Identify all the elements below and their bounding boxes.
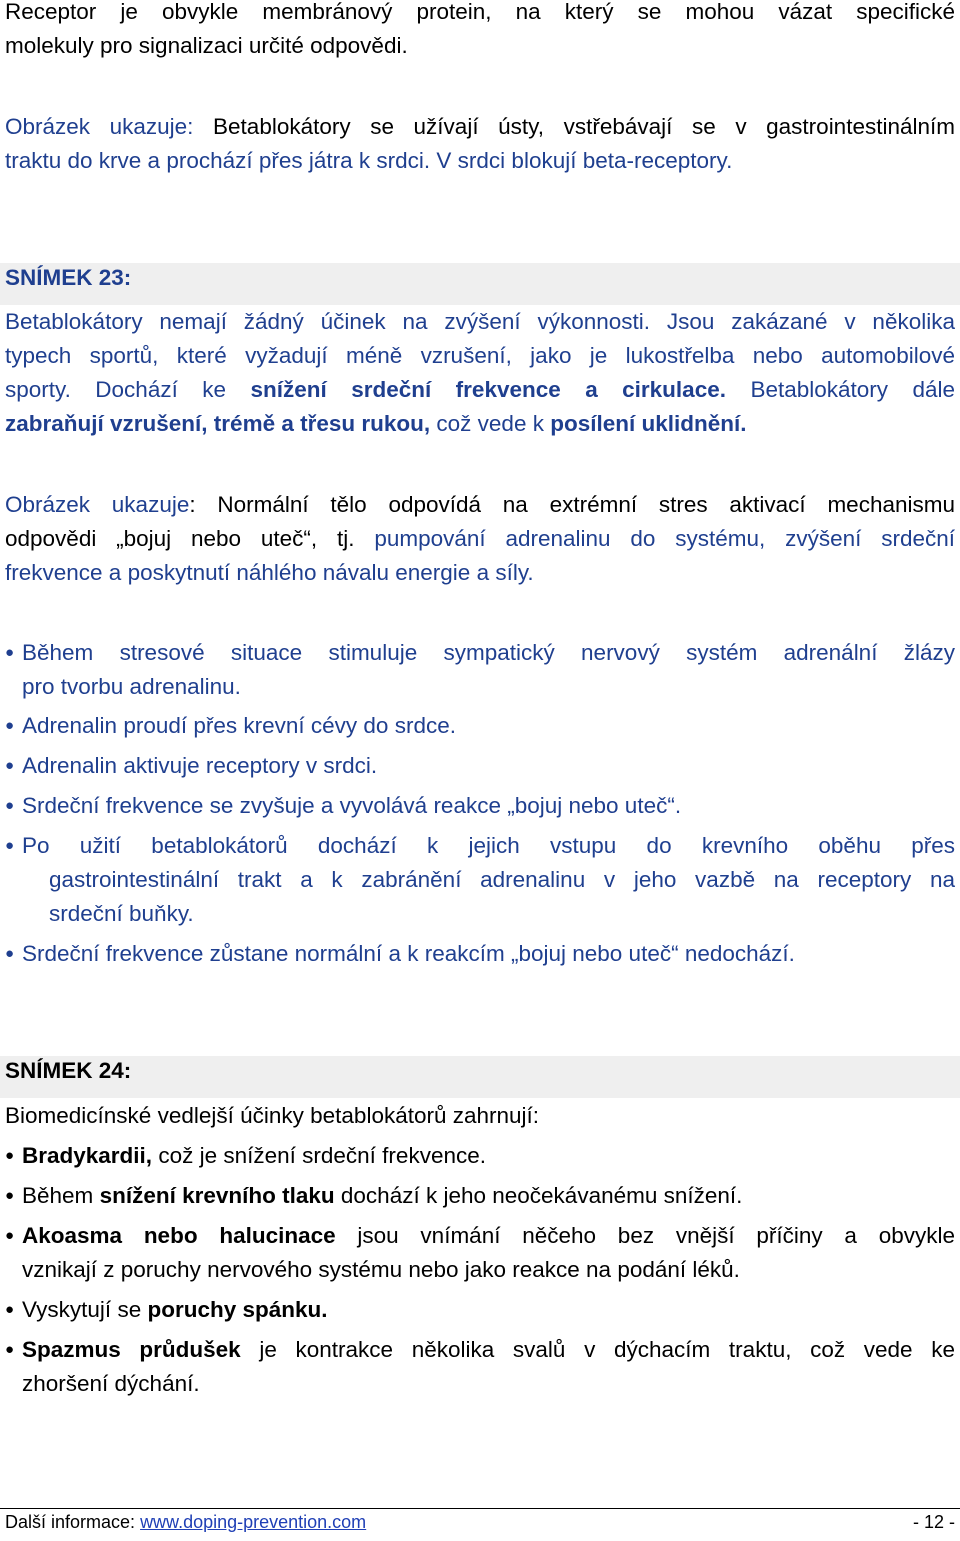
text-segment: pumpování adrenalinu do systému, zvýšení srdeční <box>374 526 955 551</box>
emphasis-text: snížení srdeční frekvence a cirkulace. <box>250 377 726 402</box>
text-segment: je kontrakce několika svalů v dýchacím traktu, což vede ke <box>259 1337 955 1362</box>
bullet-dot-icon: ● <box>5 797 15 814</box>
paragraph-slide-23 <box>5 305 955 441</box>
text-segment: Vyskytují se <box>22 1297 142 1322</box>
bullet-dot-icon: ● <box>5 1147 15 1164</box>
paragraph-image-description-1 <box>5 110 955 178</box>
text-segment: což vede k <box>436 411 544 436</box>
text-line: srdeční buňky. <box>49 901 194 926</box>
emphasis-text: posílení uklidnění. <box>550 411 747 436</box>
text-segment: sporty. Dochází ke <box>5 377 227 402</box>
bullet-dot-icon: ● <box>5 1227 15 1244</box>
text-line: Srdeční frekvence se zvyšuje a vyvolává reakce „bojuj nebo uteč“. <box>22 793 682 818</box>
image-caption-prefix: Obrázek ukazuje <box>5 492 190 517</box>
bullet-dot-icon: ● <box>5 644 15 661</box>
slide-24-heading <box>0 1056 960 1098</box>
bullet-dot-icon: ● <box>5 717 15 734</box>
text-line: Adrenalin proudí přes krevní cévy do srdce. <box>22 713 456 738</box>
text-line: zhoršení dýchání. <box>22 1371 200 1396</box>
heading-text: SNÍMEK 24: <box>5 1058 132 1083</box>
text-line: molekuly pro signalizaci určité odpovědi. <box>5 33 408 58</box>
footer-link[interactable]: www.doping-prevention.com <box>140 1512 367 1532</box>
slide-23-heading <box>0 263 960 305</box>
list-item <box>5 1333 955 1401</box>
text-line: Po užití betablokátorů dochází k jejich vstupu do krevního oběhu přes <box>22 833 955 858</box>
text-segment: odpovědi „bojuj nebo uteč“, tj. <box>5 526 355 551</box>
emphasis-text: snížení krevního tlaku <box>99 1183 335 1208</box>
emphasis-text: Spazmus průdušek <box>22 1337 241 1362</box>
emphasis-text: Bradykardii, <box>22 1143 153 1168</box>
list-item <box>5 829 955 931</box>
image-caption-prefix: Obrázek ukazuje: <box>5 114 194 139</box>
text-line: typech sportů, které vyžadují méně vzrušení, jako je lukostřelba nebo automobilové <box>5 343 955 368</box>
text-line: frekvence a poskytnutí náhlého návalu energie a síly. <box>5 560 534 585</box>
text-segment: jsou vnímání něčeho bez vnější příčiny a obvykle <box>357 1223 955 1248</box>
text-segment: : Normální tělo odpovídá na extrémní stres aktivací mechanismu <box>189 492 955 517</box>
text-line: Adrenalin aktivuje receptory v srdci. <box>22 753 378 778</box>
bullet-dot-icon: ● <box>5 757 15 774</box>
text-segment: Betablokátory se užívají ústy, vstřebávají se v gastrointestinálním <box>213 114 955 139</box>
bullet-dot-icon: ● <box>5 1187 15 1204</box>
text-line: vznikají z poruchy nervového systému nebo jako reakce na podání léků. <box>22 1257 740 1282</box>
text-line: pro tvorbu adrenalinu. <box>22 674 241 699</box>
emphasis-text: zabraňují vzrušení, trémě a třesu rukou, <box>5 411 431 436</box>
paragraph-receptor <box>5 0 955 63</box>
text-segment: Betablokátory dále <box>750 377 955 402</box>
text-line: Receptor je obvykle membránový protein, na který se mohou vázat specifické <box>5 0 955 24</box>
heading-text: SNÍMEK 23: <box>5 265 132 290</box>
slide-24-intro <box>5 1099 955 1133</box>
footer-divider <box>0 1508 960 1509</box>
text-line: Srdeční frekvence zůstane normální a k reakcím „bojuj nebo uteč“ nedochází. <box>22 941 795 966</box>
list-item <box>5 1219 955 1287</box>
text-segment: Během <box>22 1183 94 1208</box>
text-line: gastrointestinální trakt a k zabránění adrenalinu v jeho vazbě na receptory na <box>49 867 955 892</box>
bullet-dot-icon: ● <box>5 1301 15 1318</box>
page-number: - 12 - <box>912 1512 955 1532</box>
footer <box>5 1512 955 1533</box>
text-segment: což je snížení srdeční frekvence. <box>158 1143 486 1168</box>
text-segment: Betablokátory nemají žádný účinek na zvýšení výkonnosti. <box>5 309 651 334</box>
text-line: Během stresové situace stimuluje sympatický nervový systém adrenální žlázy <box>22 640 955 665</box>
bullet-dot-icon: ● <box>5 945 15 962</box>
emphasis-text: Akoasma nebo halucinace <box>22 1223 336 1248</box>
footer-label: Další informace: <box>5 1512 136 1532</box>
bullet-dot-icon: ● <box>5 1341 15 1358</box>
text-segment: Jsou zakázané v několika <box>666 309 955 334</box>
list-item <box>5 636 955 704</box>
bullet-dot-icon: ● <box>5 837 15 854</box>
text-line: traktu do krve a prochází přes játra k srdci. V srdci blokují beta-receptory. <box>5 148 733 173</box>
text-segment: dochází k jeho neočekávanému snížení. <box>340 1183 743 1208</box>
paragraph-image-description-2 <box>5 488 955 590</box>
text-line: Biomedicínské vedlejší účinky betablokátorů zahrnují: <box>5 1103 540 1128</box>
emphasis-text: poruchy spánku. <box>147 1297 328 1322</box>
